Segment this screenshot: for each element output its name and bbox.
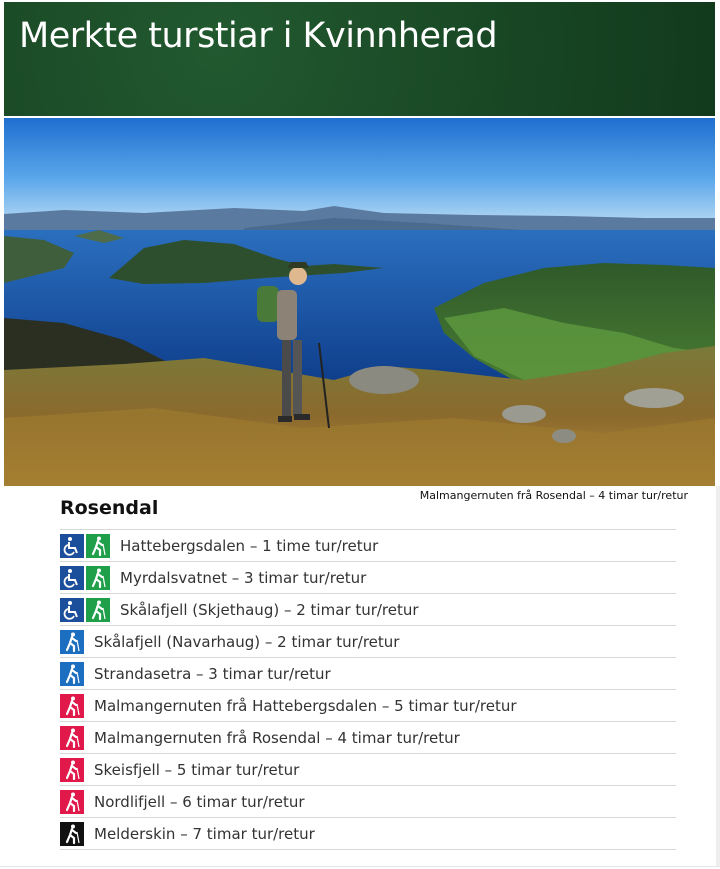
hiker-black-icon [60, 822, 84, 846]
trail-name: Skeisfjell – 5 timar tur/retur [94, 760, 300, 779]
page-title: Merkte turstiar i Kvinnherad [19, 16, 498, 56]
photo-caption: Malmangernuten frå Rosendal – 4 timar tur/retur [419, 489, 688, 502]
trail-name: Malmangernuten frå Hattebergsdalen – 5 timar tur/retur [94, 696, 517, 715]
trail-name: Melderskin – 7 timar tur/retur [94, 824, 315, 843]
page-header [4, 2, 715, 116]
list-item [60, 786, 676, 818]
landscape-photo [4, 118, 715, 486]
trail-name: Strandasetra – 3 timar tur/retur [94, 664, 331, 683]
list-item [60, 530, 676, 562]
hiker-red-icon [60, 694, 84, 718]
list-item [60, 754, 676, 786]
wheelchair-icon [60, 566, 84, 590]
wheelchair-icon [60, 598, 84, 622]
list-item [60, 562, 676, 594]
list-item [60, 658, 676, 690]
hiker-red-icon [60, 758, 84, 782]
trail-name: Nordlifjell – 6 timar tur/retur [94, 792, 305, 811]
trail-name: Skålafjell (Skjethaug) – 2 timar tur/retur [120, 600, 419, 619]
list-item [60, 594, 676, 626]
hiker-blue-icon [60, 662, 84, 686]
trail-name: Hattebergsdalen – 1 time tur/retur [120, 536, 379, 555]
trail-list [60, 529, 676, 850]
list-item [60, 722, 676, 754]
list-item [60, 690, 676, 722]
trail-name: Malmangernuten frå Rosendal – 4 timar tur/retur [94, 728, 460, 747]
page-edge [716, 486, 720, 866]
hiker-green-icon [86, 566, 110, 590]
list-item [60, 818, 676, 850]
hiker-blue-icon [60, 630, 84, 654]
hiker-red-icon [60, 726, 84, 750]
wheelchair-icon [60, 534, 84, 558]
hiker-red-icon [60, 790, 84, 814]
trail-name: Skålafjell (Navarhaug) – 2 timar tur/retur [94, 632, 400, 651]
trail-name: Myrdalsvatnet – 3 timar tur/retur [120, 568, 367, 587]
hiker-green-icon [86, 598, 110, 622]
section-title: Rosendal [60, 497, 159, 519]
hiker-green-icon [86, 534, 110, 558]
list-item [60, 626, 676, 658]
divider [0, 866, 720, 867]
